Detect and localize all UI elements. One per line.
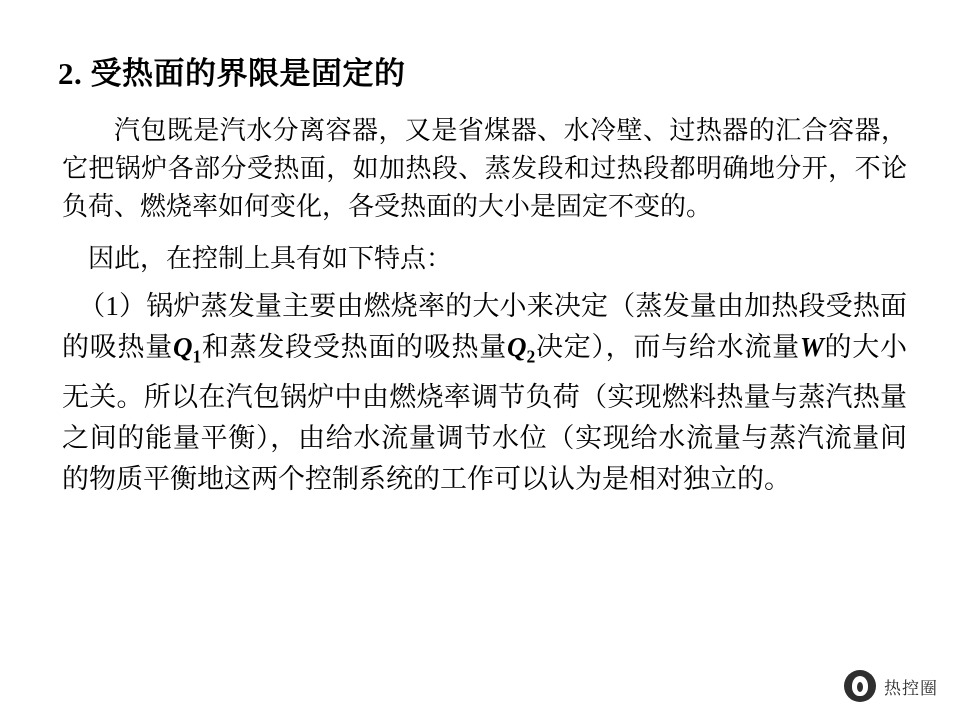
variable-q2	[506, 332, 536, 367]
watermark-label: 热控圈	[884, 678, 938, 698]
leaf-icon	[844, 670, 876, 702]
paragraph-item-1-segment-c: 决定），而与给水流量	[535, 332, 800, 362]
variable-q2-subscript: 2	[526, 346, 536, 367]
variable-q1-subscript: 1	[192, 346, 202, 367]
paragraph-item-1	[62, 286, 907, 500]
paragraph-item-1-segment-a: （1）锅炉蒸发量主要由燃烧率的大小来决定（蒸发量由加热段受热面的吸热量	[62, 291, 907, 362]
variable-q2-symbol: Q	[506, 332, 527, 362]
variable-w: W	[799, 332, 824, 362]
paragraph-item-1-segment-d: 的大小无关。所以在汽包锅炉中由燃烧率调节负荷（实现燃料热量与蒸汽热量之间的能量平衡），由给水流量调节水位（实现给水流量与蒸汽流量间的物质平衡地这两个控制系统的工作可以认为是相对独立的。	[62, 332, 908, 495]
body-content	[62, 112, 907, 500]
variable-q1-symbol: Q	[172, 332, 193, 362]
page-title: 2. 受热面的界限是固定的	[58, 56, 406, 91]
paragraph-therefore: 因此，在控制上具有如下特点：	[88, 244, 453, 273]
variable-q1	[172, 332, 202, 367]
paragraph-item-1-segment-b: 和蒸发段受热面的吸热量	[201, 332, 507, 362]
footer-watermark	[844, 670, 938, 702]
paragraph-intro: 汽包既是汽水分离容器，又是省煤器、水冷壁、过热器的汇合容器，它把锅炉各部分受热面，如加热段、蒸发段和过热段都明确地分开，不论负荷、燃烧率如何变化，各受热面的大小是固定不变的。	[62, 116, 907, 221]
